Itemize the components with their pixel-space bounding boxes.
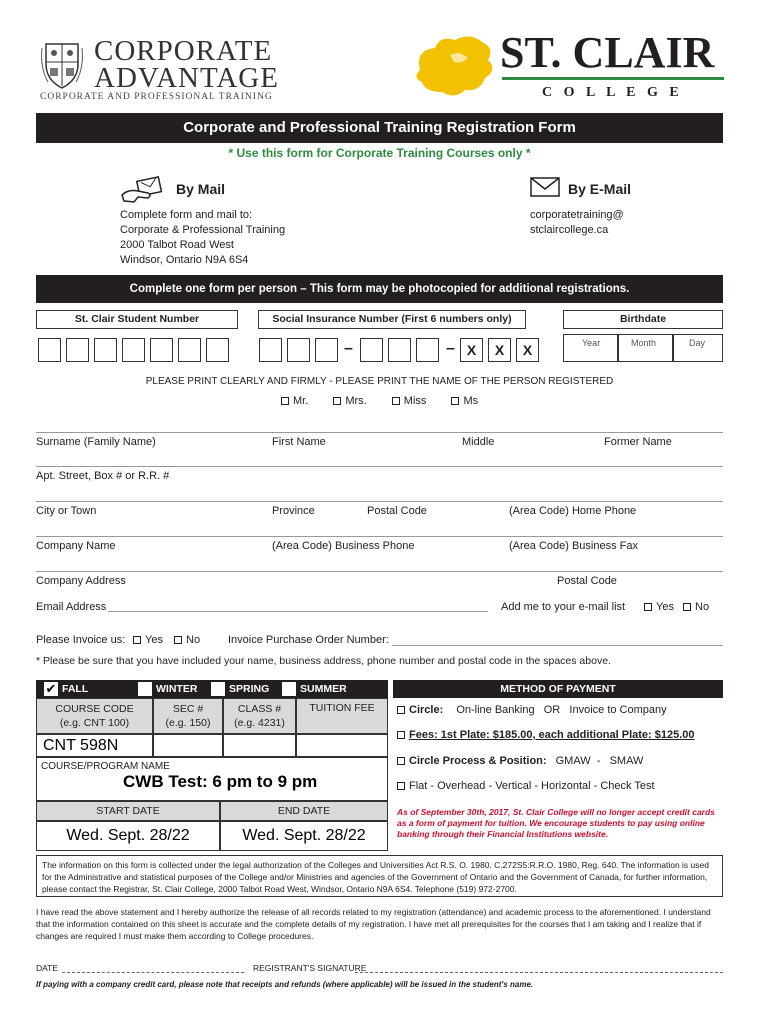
checkbox[interactable] <box>333 397 341 405</box>
surname-label: Surname (Family Name) <box>36 436 156 448</box>
header-example: (e.g. CNT 100) <box>59 717 130 729</box>
checkbox[interactable] <box>174 636 182 644</box>
email-input-line[interactable] <box>108 611 488 612</box>
invoice-label: Please Invoice us: <box>36 634 126 646</box>
program-label: COURSE/PROGRAM NAME <box>41 761 170 772</box>
name-line[interactable] <box>36 432 723 433</box>
email-line: corporatetraining@ <box>530 209 624 221</box>
sin-digit-box[interactable] <box>315 338 338 362</box>
po-label: Invoice Purchase Order Number: <box>228 634 389 646</box>
student-digit-box[interactable] <box>150 338 173 362</box>
title-option-mr[interactable] <box>281 395 308 407</box>
credit-card-notice: As of September 30th, 2017, St. Clair College will no longer accept credit cards as a form of payment for tuition. We encourage students to pay using online banking through their Financial Institutions website. <box>397 807 715 839</box>
checkbox[interactable] <box>397 757 405 765</box>
first-name-label: First Name <box>272 436 326 448</box>
crest-icon <box>40 38 84 90</box>
end-date-header: END DATE <box>220 801 388 821</box>
checkbox[interactable] <box>683 603 691 611</box>
year-label: Year <box>582 338 601 348</box>
form-subtitle: * Use this form for Corporate Training Courses only * <box>228 146 531 160</box>
apt-line[interactable] <box>36 466 723 467</box>
invoice-no[interactable] <box>174 634 200 646</box>
checkbox[interactable] <box>392 397 400 405</box>
course-code-header <box>36 698 153 734</box>
checkbox[interactable] <box>644 603 652 611</box>
mail-line: Corporate & Professional Training <box>120 224 286 236</box>
birth-year-box[interactable] <box>563 334 618 362</box>
birth-day-box[interactable] <box>673 334 723 362</box>
student-digit-box[interactable] <box>206 338 229 362</box>
middle-label: Middle <box>462 436 495 448</box>
mail-line: 2000 Talbot Road West <box>120 239 234 251</box>
by-email-heading: By E-Mail <box>568 181 632 197</box>
header-example: (e.g. 150) <box>165 717 211 729</box>
fees-text: Fees: 1st Plate: $185.00, each additional Plate: $125.00 <box>409 729 695 741</box>
payment-header: METHOD OF PAYMENT <box>393 680 723 698</box>
sec-value[interactable] <box>153 734 223 757</box>
day-label: Day <box>689 338 706 348</box>
reminder-note: * Please be sure that you have included your name, business address, phone number and postal code in the spaces above. <box>36 655 611 667</box>
sin-dash: – <box>344 340 353 357</box>
process-row <box>397 755 643 767</box>
green-rule <box>502 77 724 80</box>
circle-options: On-line Banking OR Invoice to Company <box>456 704 667 716</box>
sin-digit-box[interactable] <box>287 338 310 362</box>
student-digit-box[interactable] <box>38 338 61 362</box>
sin-digit-box[interactable] <box>259 338 282 362</box>
invoice-options <box>133 634 200 646</box>
checkbox[interactable] <box>451 397 459 405</box>
title-label: Mr. <box>293 395 309 407</box>
by-mail-heading: By Mail <box>176 181 226 197</box>
mailing-list-label: Add me to your e-mail list <box>501 601 626 613</box>
form-title: Corporate and Professional Training Registration Form <box>36 113 723 143</box>
apt-label: Apt. Street, Box # or R.R. # <box>36 470 170 482</box>
student-digit-box[interactable] <box>122 338 145 362</box>
authorization-text: I have read the above statement and I hereby authorize the release of all records related to my registration (attendance) and academic process to the aforementioned. I understand that the information contained on this sheet is accurate and the complete details of my registration. I have met all prerequisites for the courses that I am taking and I realize that if changes are required I must make them according to College procedures. <box>36 907 711 941</box>
birthdate-label: Birthdate <box>563 310 723 329</box>
title-option-miss[interactable] <box>392 395 427 407</box>
start-date-header: START DATE <box>36 801 220 821</box>
positions-text: Flat - Overhead - Vertical - Horizontal - Check Test <box>409 780 655 792</box>
title-options <box>281 395 478 407</box>
former-name-label: Former Name <box>604 436 672 448</box>
legal-box <box>36 855 723 897</box>
college-wordmark: C O L L E G E <box>542 85 683 100</box>
title-label: Mrs. <box>345 395 367 407</box>
student-digit-box[interactable] <box>94 338 117 362</box>
mailing-no[interactable] <box>683 601 709 613</box>
checkbox[interactable] <box>133 636 141 644</box>
checkbox[interactable] <box>397 782 405 790</box>
student-number-label: St. Clair Student Number <box>36 310 238 329</box>
company-postal-label: Postal Code <box>557 575 617 587</box>
no-label: No <box>186 634 201 646</box>
notice-bar: Complete one form per person – This form may be photocopied for additional registrations. <box>36 275 723 303</box>
checkbox[interactable] <box>397 731 405 739</box>
company-address-label: Company Address <box>36 575 126 587</box>
checkbox[interactable] <box>397 706 405 714</box>
header-text: SEC # <box>172 703 204 715</box>
mail-address-block <box>120 208 285 268</box>
envelope-icon <box>530 177 560 197</box>
class-header <box>223 698 296 734</box>
term-bar <box>36 680 388 698</box>
sin-masked-box: X <box>460 338 483 362</box>
student-digit-box[interactable] <box>178 338 201 362</box>
date-label: DATE <box>36 963 59 973</box>
company-line[interactable] <box>36 536 723 537</box>
date-line[interactable] <box>62 972 244 973</box>
footer-note: If paying with a company credit card, please note that receipts and refunds (where applicable) will be issued in the student's name. <box>36 980 534 989</box>
mailing-yes[interactable] <box>644 601 674 613</box>
sin-digit-box[interactable] <box>360 338 383 362</box>
course-code-value[interactable]: CNT 598N <box>36 734 153 757</box>
home-phone-label: (Area Code) Home Phone <box>509 505 637 517</box>
header-text: CLASS # <box>237 703 282 715</box>
sin-label: Social Insurance Number (First 6 numbers only) <box>258 310 526 329</box>
title-option-ms[interactable] <box>451 395 478 407</box>
sin-masked-box: X <box>516 338 539 362</box>
title-option-mrs[interactable] <box>333 395 366 407</box>
class-value[interactable] <box>223 734 296 757</box>
term-spring: SPRING <box>229 683 270 695</box>
business-fax-label: (Area Code) Business Fax <box>509 540 638 552</box>
program-cell[interactable] <box>36 757 388 801</box>
po-input-line[interactable] <box>392 645 723 646</box>
summer-checkbox[interactable] <box>282 682 296 696</box>
sin-digit-box[interactable] <box>388 338 411 362</box>
email-line: stclaircollege.ca <box>530 224 609 236</box>
invoice-yes[interactable] <box>133 634 163 646</box>
no-label: No <box>695 601 710 613</box>
month-label: Month <box>631 338 657 348</box>
student-digit-box[interactable] <box>66 338 89 362</box>
city-label: City or Town <box>36 505 97 517</box>
sin-digit-box[interactable] <box>416 338 439 362</box>
email-label: Email Address <box>36 601 107 613</box>
mailing-list-options <box>644 601 709 613</box>
city-line[interactable] <box>36 501 723 502</box>
print-instruction: PLEASE PRINT CLEARLY AND FIRMLY - PLEASE PRINT THE NAME OF THE PERSON REGISTERED <box>145 376 614 387</box>
hand-mail-icon <box>120 175 166 205</box>
header-example: (e.g. 4231) <box>234 717 285 729</box>
mail-line: Complete form and mail to: <box>120 209 253 221</box>
end-date-value[interactable]: Wed. Sept. 28/22 <box>220 821 388 851</box>
st-clair-logo <box>410 30 730 106</box>
logo-line2: ADVANTAGE <box>94 62 279 94</box>
company-name-label: Company Name <box>36 540 116 552</box>
st-clair-wordmark: ST. CLAIR <box>500 28 715 77</box>
province-label: Province <box>272 505 315 517</box>
header-text: TUITION FEE <box>309 702 375 714</box>
process-options: GMAW - SMAW <box>555 755 644 767</box>
business-phone-label: (Area Code) Business Phone <box>272 540 415 552</box>
griffin-icon <box>410 30 500 102</box>
mail-line: Windsor, Ontario N9A 6S4 <box>120 254 249 266</box>
header-text: COURSE CODE <box>55 703 134 715</box>
spring-checkbox[interactable] <box>211 682 225 696</box>
yes-label: Yes <box>145 634 163 646</box>
winter-checkbox[interactable] <box>138 682 152 696</box>
sec-header <box>153 698 223 734</box>
program-value: CWB Test: 6 pm to 9 pm <box>123 772 318 791</box>
term-summer: SUMMER <box>300 683 347 695</box>
corporate-advantage-logo <box>40 36 310 104</box>
logo-line1: CORPORATE <box>94 35 273 67</box>
logo-tagline: CORPORATE AND PROFESSIONAL TRAINING <box>40 92 273 102</box>
checkbox[interactable] <box>281 397 289 405</box>
start-date-value[interactable]: Wed. Sept. 28/22 <box>36 821 220 851</box>
circle-payment-row <box>397 704 667 716</box>
yes-label: Yes <box>656 601 674 613</box>
birth-month-box[interactable] <box>618 334 673 362</box>
email-address-block <box>530 208 624 238</box>
company-address-line[interactable] <box>36 571 723 572</box>
legal-text: The information on this form is collected under the legal authorization of the Colleges and Universities Act R.S. O. 1980. C.272S5:R.R.O. 1980, Reg. 640. The information is used for the Administrative and statistical purposes of the College and/or Ministries and agencies of the Government of Ontario and the Government of Canada, for further information, please contact the Registrar, St. Clair College, 2000 Talbot Road West, Windsor, Ontario N9A 6S4. Telephone (519) 972-2700. <box>42 860 709 894</box>
title-label: Miss <box>403 395 427 407</box>
fees-row <box>397 729 695 741</box>
positions-row <box>397 780 655 792</box>
signature-line[interactable] <box>355 972 723 973</box>
signature-label: REGISTRANT'S SIGNATURE <box>253 963 367 973</box>
term-fall: FALL <box>62 683 89 695</box>
process-label: Circle Process & Position: <box>409 755 547 767</box>
postal-code-label: Postal Code <box>367 505 427 517</box>
term-winter: WINTER <box>156 683 198 695</box>
fall-checkbox[interactable]: ✔ <box>45 681 57 696</box>
circle-label: Circle: <box>409 704 444 716</box>
fee-value[interactable] <box>296 734 388 757</box>
sin-dash: – <box>446 340 455 357</box>
title-label: Ms <box>463 395 479 407</box>
fee-header <box>296 698 388 734</box>
sin-masked-box: X <box>488 338 511 362</box>
